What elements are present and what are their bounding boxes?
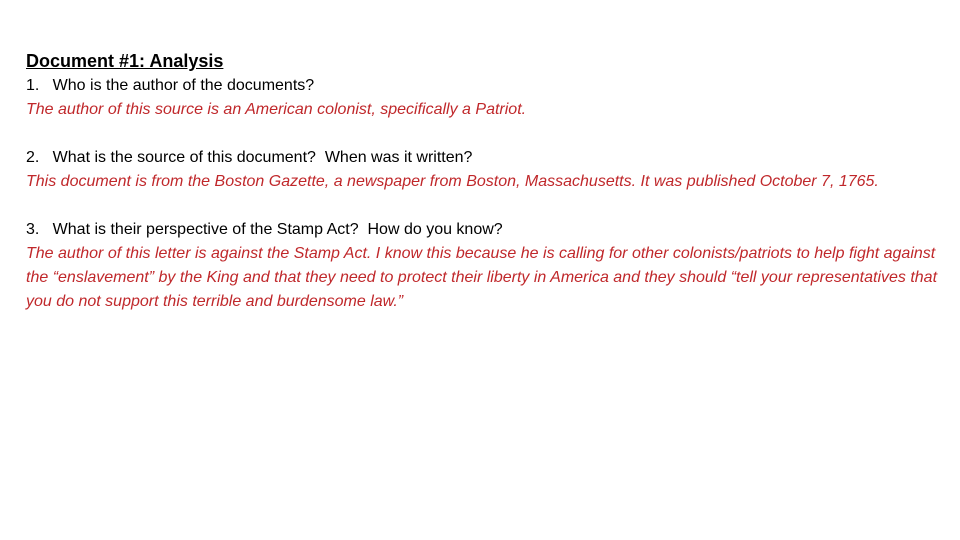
- qa-item-3: [26, 218, 938, 314]
- answer-1: The author of this source is an American colonist, specifically a Patriot.: [26, 101, 527, 118]
- question-3: 3. What is their perspective of the Stamp Act? How do you know?: [26, 221, 503, 238]
- qa-item-1: [26, 74, 938, 122]
- answer-3: The author of this letter is against the Stamp Act. I know this because he is calling for other colonists/patriots to help fight against the “enslavement” by the King and that they need to protect their liberty in America and they should “tell your representatives that you do not support this terrible and burdensome law.”: [26, 245, 938, 310]
- document-title: Document #1: Analysis: [26, 51, 224, 71]
- question-2: 2. What is the source of this document? When was it written?: [26, 149, 473, 166]
- qa-item-2: [26, 146, 938, 194]
- title-block: [26, 49, 938, 73]
- answer-2: This document is from the Boston Gazette, a newspaper from Boston, Massachusetts. It was published October 7, 1765.: [26, 173, 879, 190]
- question-1: 1. Who is the author of the documents?: [26, 77, 315, 94]
- slide-content: [26, 49, 938, 314]
